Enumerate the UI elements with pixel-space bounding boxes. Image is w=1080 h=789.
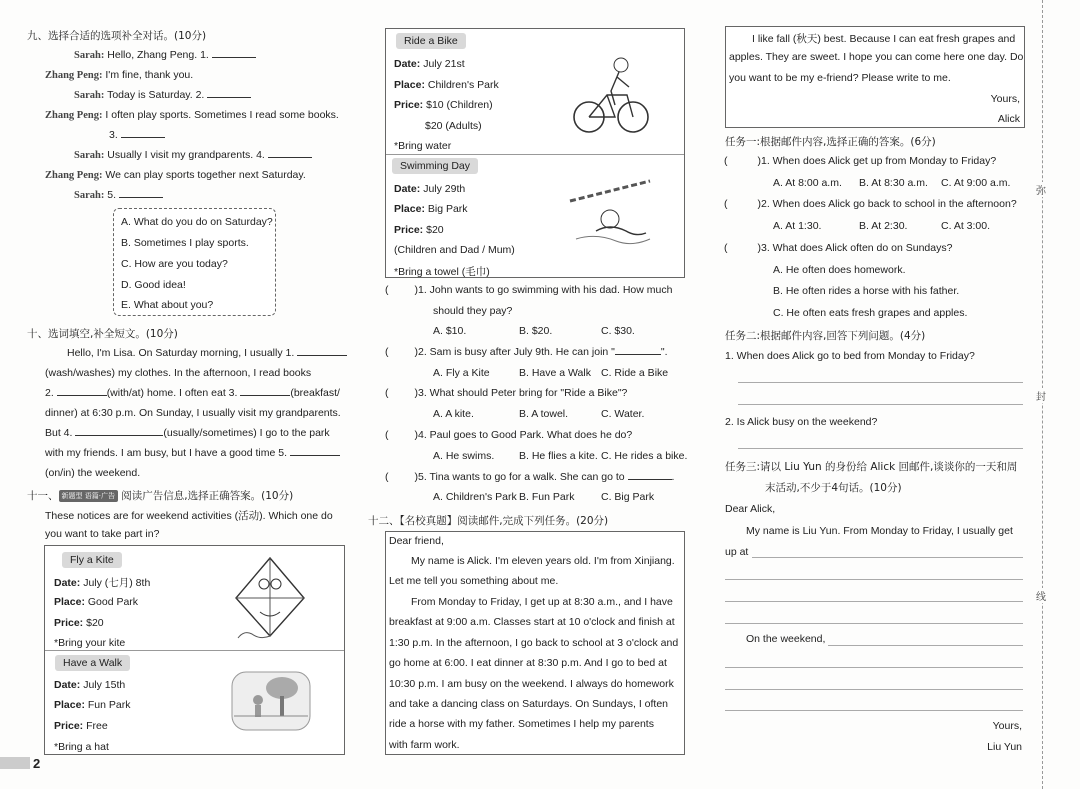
email-line: I like fall (秋天) best. Because I can eat fresh grapes and [752, 33, 1016, 45]
section-11-title: 十一、 新题型 语篇·广告 阅读广告信息,选择正确答案。(10分) [27, 490, 294, 502]
email-sign-1: Yours, [990, 93, 1020, 105]
ad-note: *Bring your kite [54, 637, 126, 649]
question-11-3: ( )3. What should Peter bring for "Ride a Bike"? [385, 387, 628, 399]
ad-place: Place: Big Park [394, 203, 468, 215]
passage-line: But 4. (usually/sometimes) I go to the park [45, 427, 330, 439]
ad-place: Place: Children's Park [394, 79, 499, 91]
task-2-title: 任务二:根据邮件内容,回答下列问题。(4分) [725, 330, 926, 342]
email-box-cont [725, 26, 1025, 128]
ad-price-2: (Children and Dad / Mum) [394, 244, 515, 256]
answer-line[interactable] [725, 710, 1023, 711]
question-11-4: ( )4. Paul goes to Good Park. What does he do? [385, 429, 633, 441]
answer-blank[interactable] [119, 189, 163, 198]
email-line: with farm work. [389, 739, 460, 751]
answer-line[interactable] [725, 579, 1023, 580]
email-line: go home at 6:00. I eat dinner at 8:30 p.m. And I go to bed at [389, 657, 667, 669]
side-char-mi: 弥 [1036, 182, 1046, 197]
section-10-title: 十、选词填空,补全短文。(10分) [27, 328, 178, 340]
ad-title-swim: Swimming Day [392, 158, 478, 174]
passage-line: dinner) at 6:30 p.m. On Sunday, I usually visit my grandparents. [45, 407, 341, 419]
dialog-line-7: Zhang Peng: We can play sports together next Saturday. [45, 169, 306, 181]
dialog-line-5: 3. [109, 129, 165, 141]
ad-note: *Bring a hat [54, 741, 109, 753]
ad-price-2: $20 (Adults) [425, 120, 482, 132]
question-11-1-options: A. $10. B. $20. C. $30. [433, 325, 635, 337]
email-line: ride a horse with my father. Sometimes I help my parents [389, 718, 654, 730]
ad-place: Place: Good Park [54, 596, 139, 608]
side-char-feng: 封 [1036, 388, 1046, 403]
letter-greeting: Dear Alick, [725, 503, 776, 515]
question-11-2: ( )2. Sam is busy after July 9th. He can join " ". [385, 346, 668, 358]
question-11-2-options: A. Fly a Kite B. Have a Walk C. Ride a Bike [433, 367, 669, 379]
answer-blank[interactable] [628, 471, 672, 480]
dialog-line-1: Sarah: Hello, Zhang Peng. 1. [74, 49, 256, 61]
side-char-xian: 线 [1036, 588, 1046, 603]
email-line: From Monday to Friday, I get up at 8:30 a.m., and I have [411, 596, 673, 608]
answer-blank[interactable] [240, 387, 290, 396]
answer-line[interactable] [738, 448, 1023, 449]
option-e: E. What about you? [121, 299, 214, 311]
email-line: 1:30 p.m. In the afternoon, I go back to school at 3 o'clock and [389, 637, 679, 649]
task-1-q3-option-a: A. He often does homework. [773, 264, 906, 276]
letter-sign-2: Liu Yun [987, 741, 1022, 753]
task-1-q3: ( )3. What does Alick often do on Sundays? [724, 242, 953, 254]
option-d: D. Good idea! [121, 279, 186, 291]
kite-illustration [230, 554, 310, 642]
answer-blank[interactable] [297, 347, 347, 356]
option-b: B. Sometimes I play sports. [121, 237, 249, 249]
task-1-q3-option-c: C. He often eats fresh grapes and apples. [773, 307, 968, 319]
email-line: apples. They are sweet. I hope you can come here one day. Do [729, 51, 1024, 63]
answer-line[interactable] [725, 601, 1023, 602]
ad-date: Date: July 21st [394, 58, 465, 70]
answer-line[interactable] [738, 382, 1023, 383]
question-11-4-options: A. He swims. B. He flies a kite. C. He rides a bike. [433, 450, 688, 462]
answer-blank[interactable] [207, 89, 251, 98]
question-11-5-options: A. Children's Park B. Fun Park C. Big Park [433, 491, 655, 503]
answer-blank[interactable] [615, 346, 661, 355]
email-line: Let me tell you something about me. [389, 575, 559, 587]
email-line: and take a dancing class on Saturdays. On Sundays, I often [389, 698, 669, 710]
answer-blank[interactable] [57, 387, 107, 396]
question-11-3-options: A. A kite. B. A towel. C. Water. [433, 408, 645, 420]
dialog-line-3: Sarah: Today is Saturday. 2. [74, 89, 251, 101]
ad-note: *Bring a towel (毛巾) [394, 266, 490, 278]
answer-line[interactable] [725, 667, 1023, 668]
letter-line-2: up at [725, 546, 749, 558]
passage-line: (wash/washes) my clothes. In the afternoon, I read books [45, 367, 312, 379]
question-11-1: ( )1. John wants to go swimming with his dad. How much [385, 284, 673, 296]
passage-line: Hello, I'm Lisa. On Saturday morning, I usually 1. [67, 347, 347, 359]
passage-line: with my friends. I am busy, but I have a good time 5. [45, 447, 340, 459]
task-1-q3-option-b: B. He often rides a horse with his father. [773, 285, 960, 297]
ad-price: Price: Free [54, 720, 108, 732]
passage-line: (on/in) the weekend. [45, 467, 141, 479]
answer-line[interactable] [828, 645, 1023, 646]
ad-note: *Bring water [394, 140, 452, 152]
section-12-title: 十二、【名校真题】阅读邮件,完成下列任务。(20分) [368, 515, 609, 527]
answer-blank[interactable] [290, 447, 340, 456]
task-2-q2: 2. Is Alick busy on the weekend? [725, 416, 878, 428]
intro-line: These notices are for weekend activities (活动). Which one do [45, 510, 333, 522]
email-line: Dear friend, [389, 535, 444, 547]
task-3-title-2: 末活动,不少于4句话。(10分) [765, 482, 902, 494]
answer-line[interactable] [725, 689, 1023, 690]
email-sign-2: Alick [997, 113, 1020, 125]
options-box [113, 208, 276, 316]
task-1-q2-options: A. At 1:30. B. At 2:30. C. At 3:00. [773, 220, 991, 232]
answer-line[interactable] [738, 404, 1023, 405]
task-1-title: 任务一:根据邮件内容,选择正确的答案。(6分) [725, 136, 936, 148]
task-1-q2: ( )2. When does Alick go back to school in the afternoon? [724, 198, 1017, 210]
answer-blank[interactable] [268, 149, 312, 158]
bike-illustration [571, 55, 651, 137]
ad-date: Date: July (七月) 8th [54, 577, 151, 589]
option-a: A. What do you do on Saturday? [121, 216, 273, 228]
dialog-line-2: Zhang Peng: I'm fine, thank you. [45, 69, 194, 81]
question-11-5: ( )5. Tina wants to go for a walk. She can go to . [385, 471, 675, 483]
answer-line[interactable] [752, 557, 1023, 558]
ad-price: Price: $20 [394, 224, 444, 236]
passage-line: 2. (with/at) home. I often eat 3. (breakfast/ [45, 387, 340, 399]
page-corner [0, 757, 30, 769]
letter-sign-1: Yours, [992, 720, 1022, 732]
task-3-title: 任务三:请以 Liu Yun 的身份给 Alick 回邮件,谈谈你的一天和周 [725, 461, 1018, 473]
letter-weekend: On the weekend, [746, 633, 826, 645]
dialog-line-4: Zhang Peng: I often play sports. Sometimes I read some books. [45, 109, 339, 121]
email-line: you want to be my e-friend? Please write to me. [729, 72, 951, 84]
dialog-line-6: Sarah: Usually I visit my grandparents. 4. [74, 149, 312, 161]
answer-line[interactable] [725, 623, 1023, 624]
ad-title-bike: Ride a Bike [396, 33, 466, 49]
email-line: My name is Alick. I'm eleven years old. I'm from Xinjiang. [411, 555, 675, 567]
ad-date: Date: July 29th [394, 183, 466, 195]
question-11-1-cont: should they pay? [433, 305, 513, 317]
ad-price: Price: $20 [54, 617, 104, 629]
option-c: C. How are you today? [121, 258, 228, 270]
ad-place: Place: Fun Park [54, 699, 131, 711]
email-line: 10:30 p.m. I am busy on the weekend. I always do homework [389, 678, 674, 690]
letter-line-1: My name is Liu Yun. From Monday to Friday, I usually get [746, 525, 1013, 537]
walk-illustration [230, 670, 312, 732]
dialog-line-8: Sarah: 5. [74, 189, 163, 201]
ad-box-right [385, 28, 685, 278]
ad-date: Date: July 15th [54, 679, 126, 691]
page-number: 2 [33, 756, 41, 771]
section-9-title: 九、选择合适的选项补全对话。(10分) [27, 30, 207, 42]
email-line: breakfast at 9:00 a.m. Classes start at 10 o'clock and finish at [389, 616, 675, 628]
answer-blank[interactable] [121, 129, 165, 138]
ad-title-walk: Have a Walk [55, 655, 130, 671]
swimmer-illustration [566, 179, 654, 249]
task-1-q1-options: A. At 8:00 a.m. B. At 8:30 a.m. C. At 9:00 a.m. [773, 177, 1011, 189]
ad-price: Price: $10 (Children) [394, 99, 493, 111]
new-type-badge: 新题型 语篇·广告 [59, 490, 118, 502]
ad-title-kite: Fly a Kite [62, 552, 122, 568]
answer-blank[interactable] [75, 427, 163, 436]
ad-box-left [44, 545, 345, 755]
intro-line: you want to take part in? [45, 528, 160, 540]
answer-blank[interactable] [212, 49, 256, 58]
task-2-q1: 1. When does Alick go to bed from Monday to Friday? [725, 350, 975, 362]
task-1-q1: ( )1. When does Alick get up from Monday to Friday? [724, 155, 997, 167]
email-box [385, 531, 685, 755]
